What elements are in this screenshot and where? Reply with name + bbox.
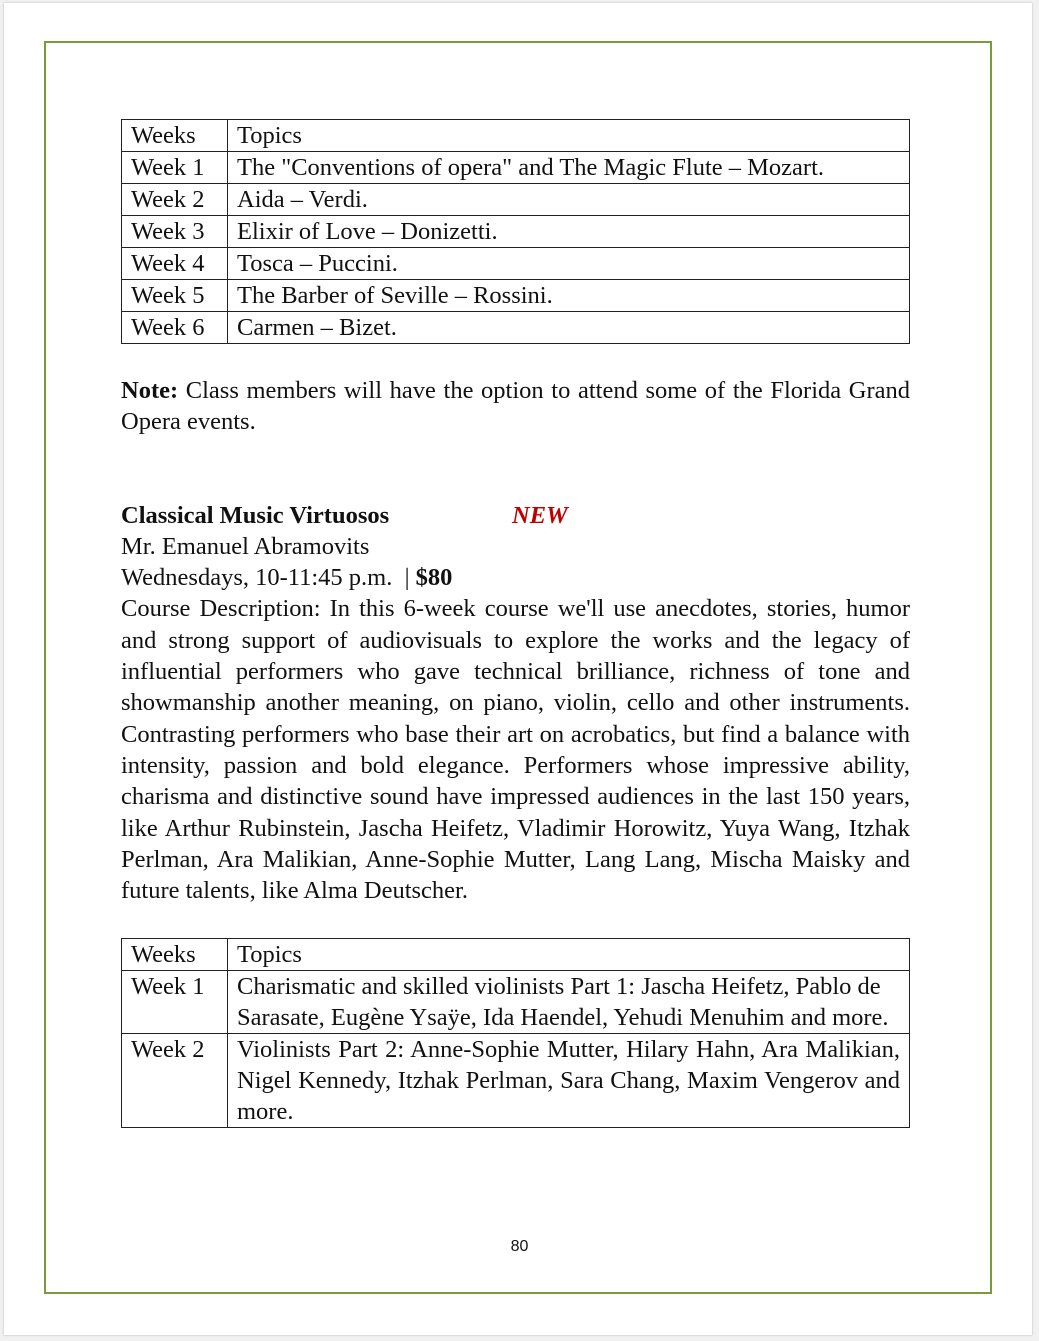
week-cell: Week 2 [122, 184, 228, 216]
weeks-header: Weeks [122, 939, 228, 971]
topic-cell: Charismatic and skilled violinists Part 1: Jascha Heifetz, Pablo de Sarasate, Eugène Ysaÿe, Ida Haendel, Yehudi Menuhim and more. [228, 971, 910, 1034]
topic-cell: The "Conventions of opera" and The Magic Flute – Mozart. [228, 152, 910, 184]
topics-header: Topics [228, 120, 910, 152]
table-row [122, 971, 910, 1034]
week-cell: Week 2 [122, 1034, 228, 1128]
note-label: Note: [121, 377, 179, 404]
table-row [122, 280, 910, 312]
topic-cell: Elixir of Love – Donizetti. [228, 216, 910, 248]
week-cell: Week 1 [122, 152, 228, 184]
table-row [122, 216, 910, 248]
table-header-row [122, 939, 910, 971]
table-row [122, 1034, 910, 1128]
week-cell: Week 1 [122, 971, 228, 1034]
course-description: Course Description: In this 6-week course we'll use anecdotes, stories, humor and strong support of audiovisuals to explore the works and the legacy of influential performers who gave technical brilliance, richness of tone and showmanship another meaning, on piano, violin, cello and other instruments. Contrasting performers who base their art on acrobatics, but find a balance with intensity, passion and bold elegance. Performers whose impressive ability, charisma and distinctive sound have impressed audiences in the last 150 years, like Arthur Rubinstein, Jascha Heifetz, Vladimir Horowitz, Yuya Wang, Itzhak Perlman, Ara Malikian, Anne-Sophie Mutter, Lang Lang, Mischa Maisky and future talents, like Alma Deutscher. [121, 595, 910, 905]
topic-cell: Carmen – Bizet. [228, 312, 910, 344]
topic-cell: Aida – Verdi. [228, 184, 910, 216]
page-content [121, 119, 910, 1128]
course-title: Classical Music Virtuosos [121, 501, 390, 529]
table-row [122, 152, 910, 184]
table-row [122, 312, 910, 344]
week-cell: Week 6 [122, 312, 228, 344]
table-row [122, 184, 910, 216]
virtuosos-topics-table [121, 938, 910, 1128]
weeks-header: Weeks [122, 120, 228, 152]
table-header-row [122, 120, 910, 152]
week-cell: Week 5 [122, 280, 228, 312]
week-cell: Week 3 [122, 216, 228, 248]
note-paragraph [121, 375, 910, 438]
topics-header: Topics [228, 939, 910, 971]
week-cell: Week 4 [122, 248, 228, 280]
course-price: $80 [415, 564, 453, 592]
course-section [121, 500, 910, 907]
page-number: 80 [510, 1238, 529, 1255]
table-row [122, 248, 910, 280]
course-instructor: Mr. Emanuel Abramovits [121, 532, 370, 560]
new-badge: NEW [512, 501, 568, 529]
topic-cell: Violinists Part 2: Anne-Sophie Mutter, Hilary Hahn, Ara Malikian, Nigel Kennedy, Itzhak Perlman, Sara Chang, Maxim Vengerov and more. [228, 1034, 910, 1128]
course-schedule: Wednesdays, 10-11:45 p.m. | [121, 564, 416, 592]
opera-topics-table [121, 119, 910, 344]
course-title-row [121, 500, 910, 531]
topic-cell: The Barber of Seville – Rossini. [228, 280, 910, 312]
topic-cell: Tosca – Puccini. [228, 248, 910, 280]
course-schedule-line [121, 562, 910, 593]
note-text: Class members will have the option to attend some of the Florida Grand Opera events. [121, 377, 910, 436]
